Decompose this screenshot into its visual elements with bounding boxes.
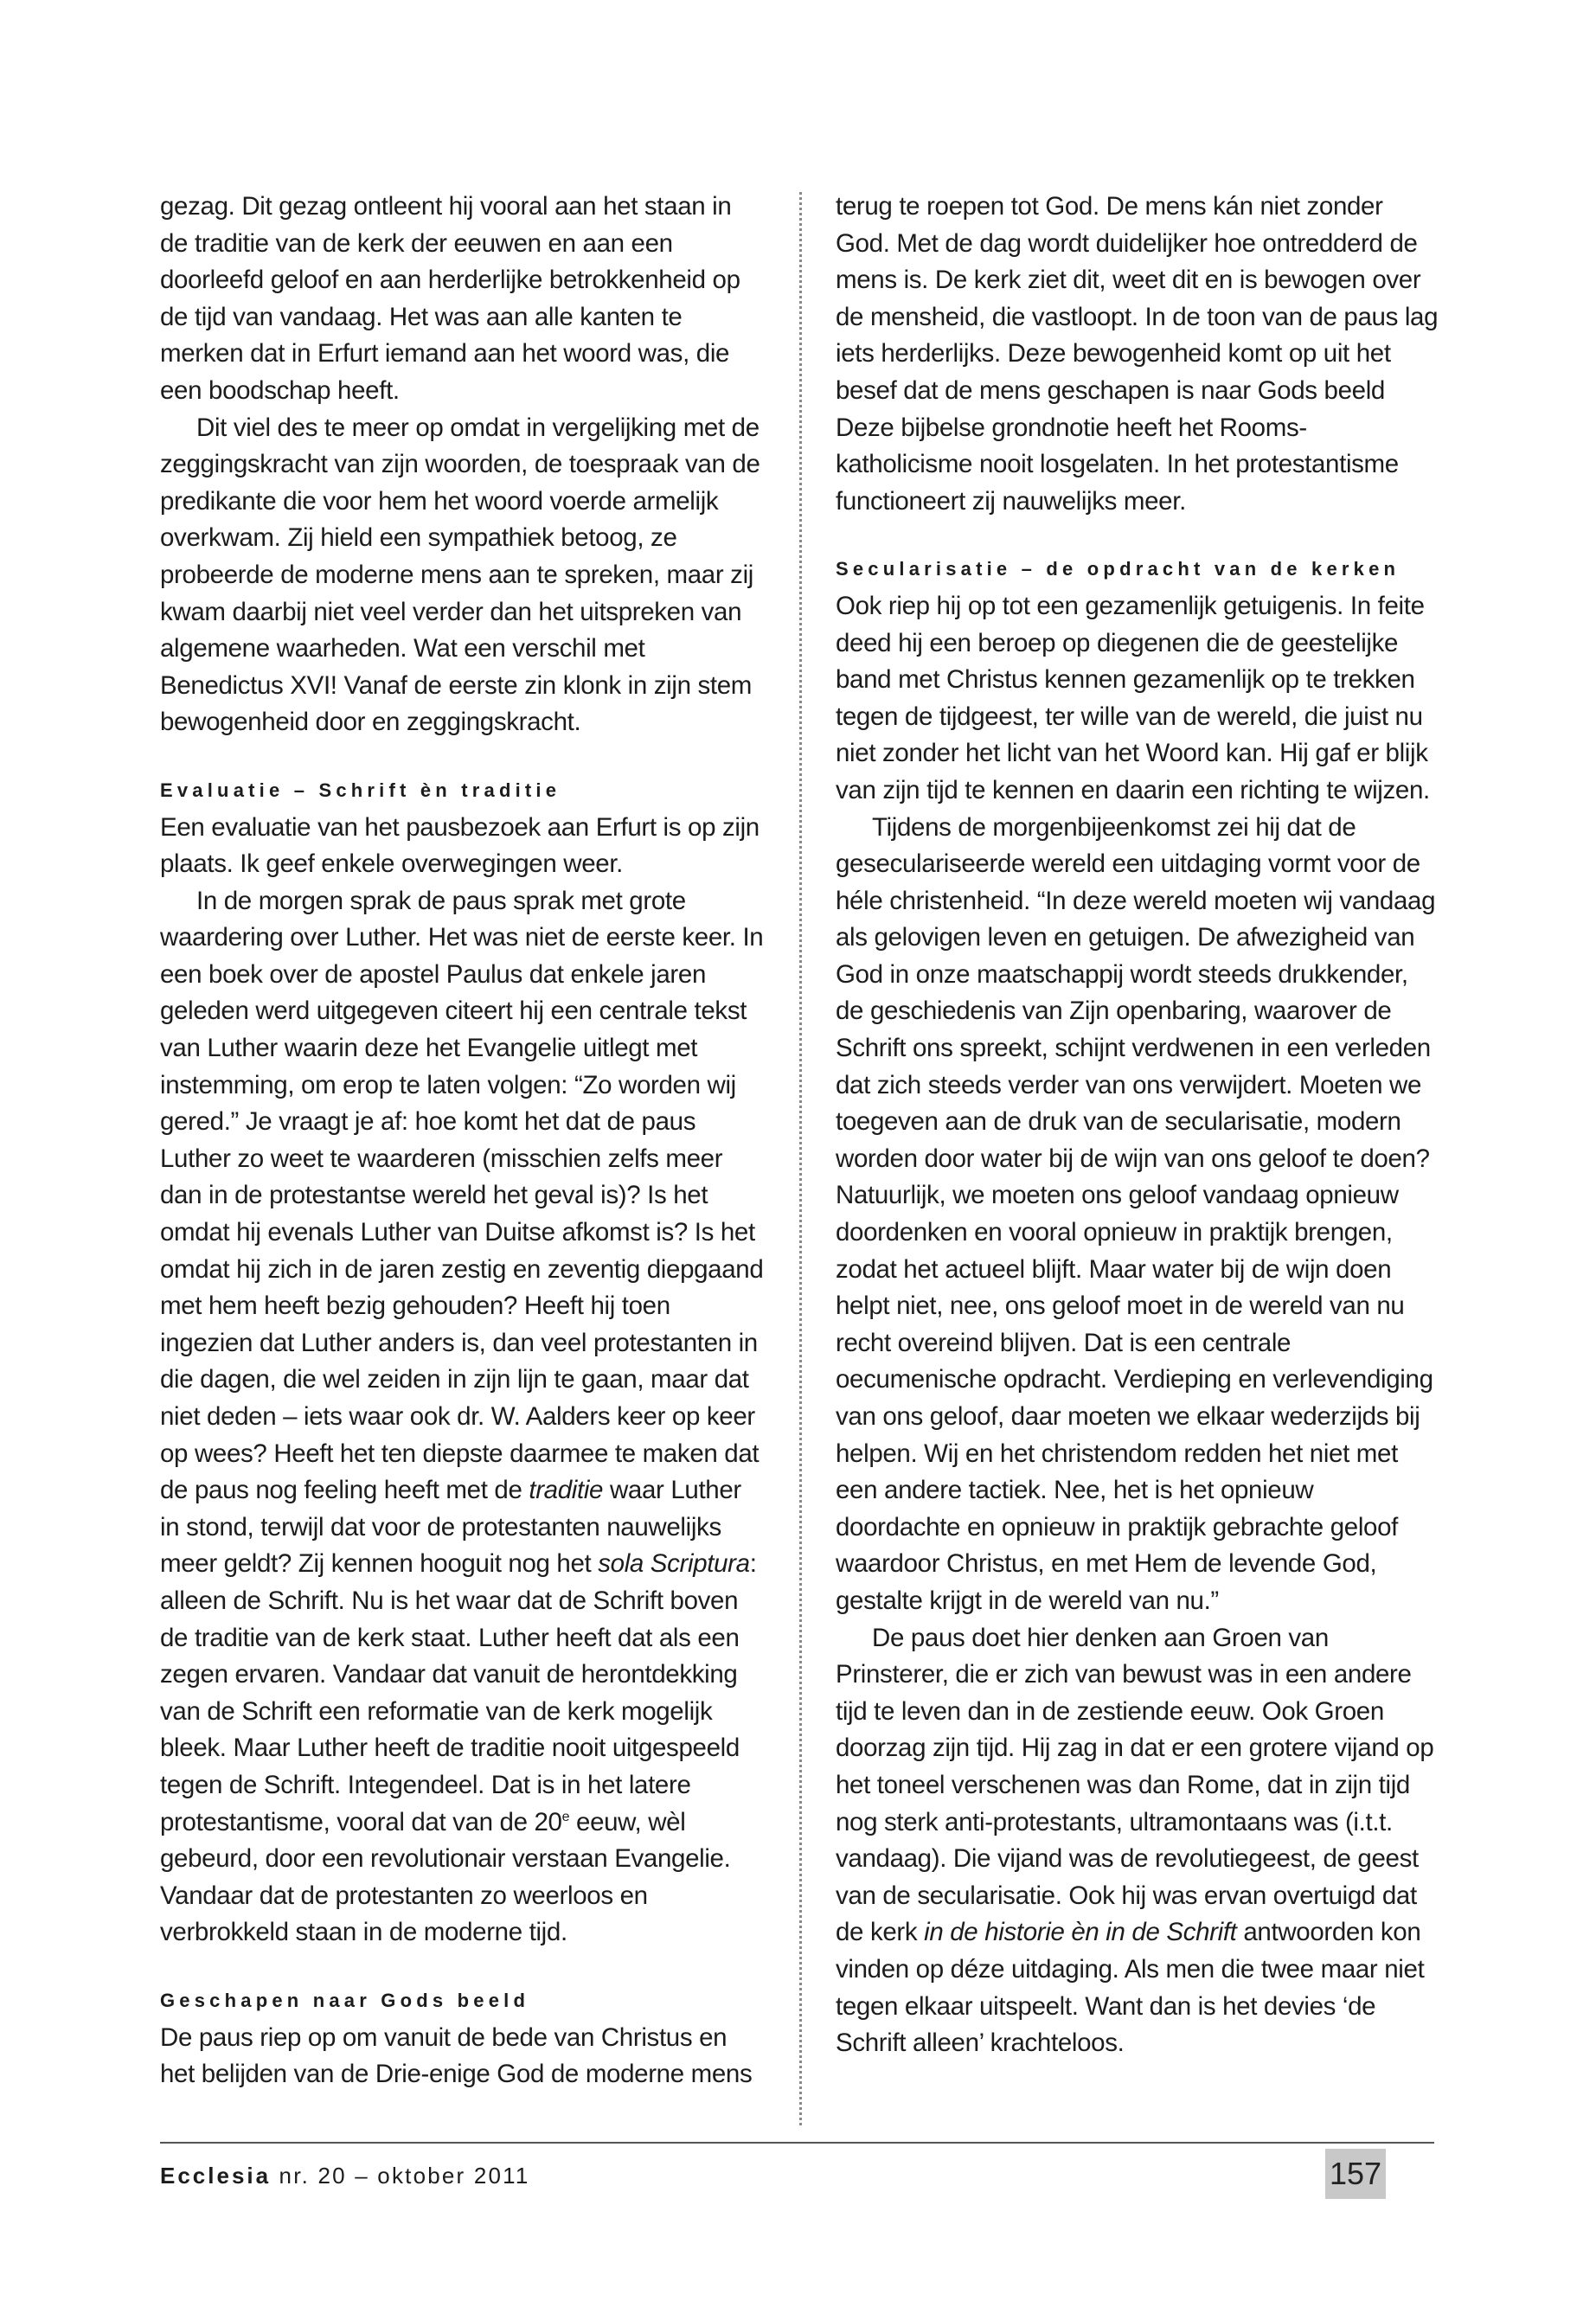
superscript: e xyxy=(561,1809,570,1824)
paragraph xyxy=(160,883,766,1952)
right-column xyxy=(836,189,1441,2062)
paragraph: De paus riep op om vanuit de bede van Christus en het belijden van de Drie-enige God de moderne mens xyxy=(160,2022,753,2089)
magazine-name: Ecclesia xyxy=(160,2163,272,2189)
text-run: In de morgen sprak de paus sprak met grote waardering over Luther. Het was niet de eerste keer. In een boek over de apostel Paulus dat enkele jaren geleden werd uitgegeven citeert hij een centrale tekst van Luther waarin deze het Evangelie uitlegt met instemming, om erop te laten volgen: “Zo worden wij gered.” Je vraagt je af: hoe komt het dat de paus Luther zo weet te waarderen (misschien zelfs meer dan in de protestantse wereld het geval is)? Is het omdat hij evenals Luther van Duitse afkomst is? Is het omdat hij zich in de jaren zestig en zeventig diepgaand met hem heeft bezig gehouden? Heeft hij toen ingezien dat Luther anders is, dan veel protestanten in die dagen, die wel zeiden in zijn lijn te gaan, maar dat niet deden – iets waar ook dr. W. Aalders keer op keer op wees? Heeft het ten diepste daarmee te maken dat de paus nog feeling heeft met de xyxy=(160,886,764,1505)
text-run: eeuw, wèl gebeurd, door een revolutionair verstaan Evangelie. Vandaar dat de protestanten zo weerloos en verbrokkeld staan in de moderne tijd. xyxy=(160,1807,731,1947)
paragraph: gezag. Dit gezag ontleent hij vooral aan het staan in de traditie van de kerk der eeuwen en aan een doorleefd geloof en aan herderlijke betrokkenheid op de tijd van vandaag. Het was aan alle kanten te merken dat in Erfurt iemand aan het woord was, die een boodschap heeft. xyxy=(160,192,740,405)
text-run: : alleen de Schrift. Nu is het waar dat de Schrift boven de traditie van de kerk staat. Luther heeft dat als een zegen ervaren. Vandaar dat vanuit de herontdekking van de Schrift een reformatie van de kerk mogelijk bleek. Maar Luther heeft de traditie nooit uitgespeeld tegen de Schrift. Integendeel. Dat is in het latere protestantisme, vooral dat van de 20 xyxy=(160,1549,757,1836)
emphasis-text: in de historie èn in de Schrift xyxy=(924,1918,1237,1947)
issue-info: nr. 20 – oktober 2011 xyxy=(279,2163,530,2189)
paragraph: terug te roepen tot God. De mens kán niet zonder God. Met de dag wordt duidelijker hoe ontredderd de mens is. De kerk ziet dit, weet dit en is bewogen over de mensheid, die vastloopt. In de toon van de paus lag iets herderlijks. Deze bewogenheid komt op uit het besef dat de mens geschapen is naar Gods beeld Deze bijbelse grondnotie heeft het Rooms-katholicisme nooit losgelaten. In het protestantisme functioneert zij nauwelijks meer. xyxy=(836,192,1439,516)
paragraph: Een evaluatie van het pausbezoek aan Erfurt is op zijn plaats. Ik geef enkele overwegingen weer. xyxy=(160,812,760,879)
section-heading: Evaluatie – Schrift èn traditie xyxy=(160,779,561,801)
left-column xyxy=(160,189,766,2093)
section-heading: Geschapen naar Gods beeld xyxy=(160,1989,530,2011)
footer-issue-line xyxy=(160,2163,530,2189)
text-run: waar Luther in stond, terwijl dat voor de protestanten nauwelijks meer geldt? Zij kennen hooguit nog het xyxy=(160,1476,741,1579)
paragraph: Tijdens de morgenbijeenkomst zei hij dat de geseculariseerde wereld een uitdaging vormt voor de héle christenheid. “In deze wereld moeten wij vandaag als gelovigen leven en getuigen. De afwezigheid van God in onze maatschappij wordt steeds drukkender, de geschiedenis van Zijn openbaring, waarover de Schrift ons spreekt, schijnt verdwenen in een verleden dat zich steeds verder van ons verwijdert. Moeten we toegeven aan de druk van de secularisatie, modern worden door water bij de wijn van ons geloof te doen? Natuurlijk, we moeten ons geloof vandaag opnieuw doordenken en vooral opnieuw in praktijk brengen, zodat het actueel blijft. Maar water bij de wijn doen helpt niet, nee, ons geloof moet in de wereld van nu recht overeind blijven. Dat is een centrale oecumenische opdracht. Verdieping en verlevendiging van ons geloof, daar moeten we elkaar wederzijds bij helpen. Wij en het christendom redden het niet met een andere tactiek. Nee, het is het opnieuw doordachte en opnieuw in praktijk gebrachte geloof waardoor Christus, en met Hem de levende God, gestalte krijgt in de wereld van nu.” xyxy=(836,812,1436,1615)
page-number: 157 xyxy=(1325,2149,1386,2199)
column-divider xyxy=(799,192,802,2125)
footer-rule xyxy=(160,2142,1434,2144)
paragraph: Dit viel des te meer op omdat in vergelijking met de zeggingskracht van zijn woorden, de toespraak van de predikante die voor hem het woord voerde armelijk overkwam. Zij hield een sympathiek betoog, ze probeerde de moderne mens aan te spreken, maar zij kwam daarbij niet veel verder dan het uitspreken van algemene waarheden. Wat een verschil met Benedictus XVI! Vanaf de eerste zin klonk in zijn stem bewogenheid door en zeggingskracht. xyxy=(160,413,760,737)
paragraph: Ook riep hij op tot een gezamenlijk getuigenis. In feite deed hij een beroep op diegenen die de geestelijke band met Christus kennen gezamenlijk op te trekken tegen de tijdgeest, ter wille van de wereld, die juist nu niet zonder het licht van het Woord kan. Hij gaf er blijk van zijn tijd te kennen en daarin een richting te wijzen. xyxy=(836,591,1430,804)
emphasis-text: traditie xyxy=(529,1476,604,1505)
section-heading: Secularisatie – de opdracht van de kerken xyxy=(836,558,1401,580)
paragraph xyxy=(836,1620,1441,2062)
emphasis-text: sola Scriptura xyxy=(598,1549,750,1579)
text-run: De paus doet hier denken aan Groen van Prinsterer, die er zich van bewust was in een andere tijd te leven dan in de zestiende eeuw. Ook Groen doorzag zijn tijd. Hij zag in dat er een grotere vijand op het toneel verschenen was dan Rome, dat in zijn tijd nog sterk anti-protestants, ultramontaans was (i.t.t. vandaag). Die vijand was de revolutiegeest, de geest van de secularisatie. Ook hij was ervan overtuigd dat de kerk xyxy=(836,1623,1434,1947)
text-run: antwoorden kon vinden op déze uitdaging. Als men die twee maar niet tegen elkaar uitspeelt. Want dan is het devies ‘de Schrift alleen’ krachteloos. xyxy=(836,1918,1425,2058)
